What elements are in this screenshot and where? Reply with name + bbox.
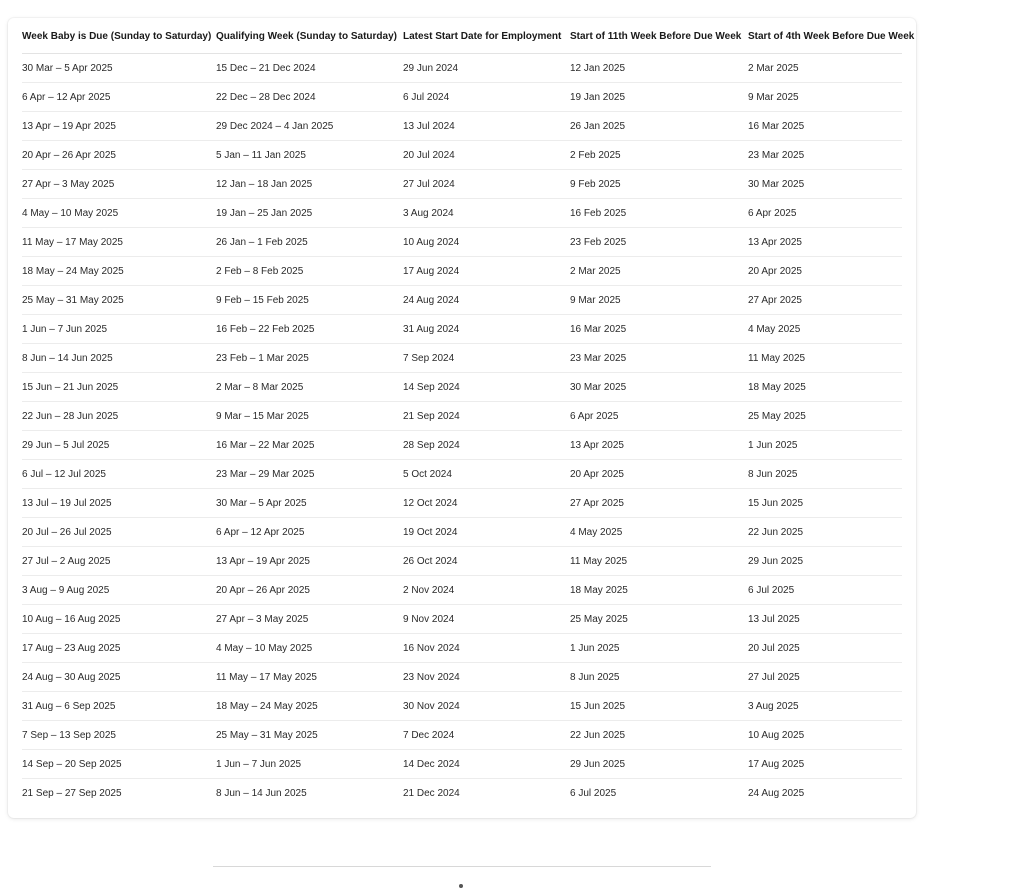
week-4-start-cell: 25 May 2025 <box>748 402 902 431</box>
qualifying-week-cell: 16 Mar – 22 Mar 2025 <box>216 431 403 460</box>
due-week-cell: 25 May – 31 May 2025 <box>22 286 216 315</box>
column-header-qualifying-week: Qualifying Week (Sunday to Saturday) <box>216 18 403 54</box>
qualifying-week-cell: 27 Apr – 3 May 2025 <box>216 605 403 634</box>
table-row <box>22 373 902 402</box>
qualifying-week-cell: 26 Jan – 1 Feb 2025 <box>216 228 403 257</box>
week-11-start-cell: 8 Jun 2025 <box>570 663 748 692</box>
table-row <box>22 518 902 547</box>
due-week-cell: 24 Aug – 30 Aug 2025 <box>22 663 216 692</box>
week-4-start-cell: 16 Mar 2025 <box>748 112 902 141</box>
due-week-cell: 3 Aug – 9 Aug 2025 <box>22 576 216 605</box>
week-4-start-cell: 10 Aug 2025 <box>748 721 902 750</box>
due-week-cell: 6 Apr – 12 Apr 2025 <box>22 83 216 112</box>
latest-start-date-cell: 17 Aug 2024 <box>403 257 570 286</box>
week-4-start-cell: 13 Apr 2025 <box>748 228 902 257</box>
week-11-start-cell: 9 Feb 2025 <box>570 170 748 199</box>
scroll-indicator <box>459 884 463 888</box>
latest-start-date-cell: 12 Oct 2024 <box>403 489 570 518</box>
table-row <box>22 489 902 518</box>
week-4-start-cell: 27 Jul 2025 <box>748 663 902 692</box>
latest-start-date-cell: 7 Sep 2024 <box>403 344 570 373</box>
qualifying-week-cell: 12 Jan – 18 Jan 2025 <box>216 170 403 199</box>
latest-start-date-cell: 23 Nov 2024 <box>403 663 570 692</box>
qualifying-week-cell: 30 Mar – 5 Apr 2025 <box>216 489 403 518</box>
due-week-cell: 31 Aug – 6 Sep 2025 <box>22 692 216 721</box>
qualifying-week-cell: 18 May – 24 May 2025 <box>216 692 403 721</box>
week-11-start-cell: 13 Apr 2025 <box>570 431 748 460</box>
table-row <box>22 83 902 112</box>
due-week-cell: 13 Jul – 19 Jul 2025 <box>22 489 216 518</box>
table-row <box>22 547 902 576</box>
week-4-start-cell: 18 May 2025 <box>748 373 902 402</box>
due-week-cell: 30 Mar – 5 Apr 2025 <box>22 54 216 83</box>
qualifying-week-cell: 2 Mar – 8 Mar 2025 <box>216 373 403 402</box>
table-row <box>22 112 902 141</box>
due-week-cell: 22 Jun – 28 Jun 2025 <box>22 402 216 431</box>
latest-start-date-cell: 24 Aug 2024 <box>403 286 570 315</box>
table-row <box>22 576 902 605</box>
week-11-start-cell: 26 Jan 2025 <box>570 112 748 141</box>
table-row <box>22 141 902 170</box>
week-4-start-cell: 3 Aug 2025 <box>748 692 902 721</box>
due-week-cell: 27 Jul – 2 Aug 2025 <box>22 547 216 576</box>
column-header-4th-week-start: Start of 4th Week Before Due Week <box>748 18 902 54</box>
latest-start-date-cell: 26 Oct 2024 <box>403 547 570 576</box>
qualifying-week-cell: 13 Apr – 19 Apr 2025 <box>216 547 403 576</box>
section-divider <box>213 866 711 867</box>
week-4-start-cell: 6 Jul 2025 <box>748 576 902 605</box>
latest-start-date-cell: 28 Sep 2024 <box>403 431 570 460</box>
week-11-start-cell: 9 Mar 2025 <box>570 286 748 315</box>
qualifying-week-cell: 9 Feb – 15 Feb 2025 <box>216 286 403 315</box>
latest-start-date-cell: 21 Dec 2024 <box>403 787 460 799</box>
latest-start-date-cell: 5 Oct 2024 <box>403 460 570 489</box>
week-4-start-cell: 6 Apr 2025 <box>748 199 902 228</box>
week-4-start-cell: 17 Aug 2025 <box>748 750 902 779</box>
due-week-cell: 17 Aug – 23 Aug 2025 <box>22 634 216 663</box>
latest-start-date-cell: 2 Nov 2024 <box>403 576 570 605</box>
table-row <box>22 344 902 373</box>
latest-start-date-cell: 14 Sep 2024 <box>403 373 570 402</box>
due-week-cell: 4 May – 10 May 2025 <box>22 199 216 228</box>
week-4-start-cell: 8 Jun 2025 <box>748 460 902 489</box>
latest-start-date-cell: 7 Dec 2024 <box>403 721 570 750</box>
latest-start-date-cell: 13 Jul 2024 <box>403 112 570 141</box>
week-4-start-cell: 30 Mar 2025 <box>748 170 902 199</box>
week-4-start-cell: 20 Apr 2025 <box>748 257 902 286</box>
qualifying-week-cell: 9 Mar – 15 Mar 2025 <box>216 402 403 431</box>
latest-start-date-cell: 27 Jul 2024 <box>403 170 570 199</box>
column-header-due-week: Week Baby is Due (Sunday to Saturday) <box>22 18 216 54</box>
week-11-start-cell: 1 Jun 2025 <box>570 634 748 663</box>
latest-start-date-cell: 20 Jul 2024 <box>403 141 570 170</box>
week-11-start-cell: 16 Feb 2025 <box>570 199 748 228</box>
table-row <box>22 779 902 808</box>
qualifying-week-cell: 11 May – 17 May 2025 <box>216 663 403 692</box>
qualifying-week-cell: 4 May – 10 May 2025 <box>216 634 403 663</box>
week-11-start-cell: 22 Jun 2025 <box>570 721 748 750</box>
latest-start-date-cell: 30 Nov 2024 <box>403 692 570 721</box>
week-11-start-cell: 11 May 2025 <box>570 547 748 576</box>
table-row <box>22 692 902 721</box>
week-4-start-cell: 27 Apr 2025 <box>748 286 902 315</box>
due-week-cell: 10 Aug – 16 Aug 2025 <box>22 605 216 634</box>
week-11-start-cell: 6 Apr 2025 <box>570 402 748 431</box>
qualifying-week-cell: 1 Jun – 7 Jun 2025 <box>216 750 403 779</box>
latest-start-date-cell: 14 Dec 2024 <box>403 750 570 779</box>
table-row <box>22 605 902 634</box>
due-week-cell: 8 Jun – 14 Jun 2025 <box>22 344 216 373</box>
qualifying-week-cell: 29 Dec 2024 – 4 Jan 2025 <box>216 112 403 141</box>
column-header-11th-week-start: Start of 11th Week Before Due Week <box>570 18 748 54</box>
week-11-start-cell: 25 May 2025 <box>570 605 748 634</box>
table-row <box>22 54 902 83</box>
qualifying-week-cell: 5 Jan – 11 Jan 2025 <box>216 141 403 170</box>
table-body <box>22 54 902 808</box>
week-4-start-cell: 24 Aug 2025 <box>748 787 805 799</box>
qualifying-week-cell: 20 Apr – 26 Apr 2025 <box>216 576 403 605</box>
qualifying-week-cell: 23 Mar – 29 Mar 2025 <box>216 460 403 489</box>
latest-start-date-cell: 3 Aug 2024 <box>403 199 570 228</box>
due-week-cell: 29 Jun – 5 Jul 2025 <box>22 431 216 460</box>
qualifying-week-cell: 8 Jun – 14 Jun 2025 <box>216 787 307 799</box>
week-4-start-cell: 1 Jun 2025 <box>748 431 902 460</box>
week-11-start-cell: 30 Mar 2025 <box>570 373 748 402</box>
table-header-row <box>22 18 902 54</box>
table-card <box>8 18 916 818</box>
due-week-cell: 27 Apr – 3 May 2025 <box>22 170 216 199</box>
maternity-dates-table <box>22 18 915 807</box>
qualifying-week-cell: 6 Apr – 12 Apr 2025 <box>216 518 403 547</box>
table-row <box>22 170 902 199</box>
latest-start-date-cell: 16 Nov 2024 <box>403 634 570 663</box>
table-row <box>22 228 902 257</box>
week-11-start-cell: 20 Apr 2025 <box>570 460 748 489</box>
qualifying-week-cell: 2 Feb – 8 Feb 2025 <box>216 257 403 286</box>
week-11-start-cell: 27 Apr 2025 <box>570 489 748 518</box>
qualifying-week-cell: 25 May – 31 May 2025 <box>216 721 403 750</box>
latest-start-date-cell: 29 Jun 2024 <box>403 54 570 83</box>
latest-start-date-cell: 9 Nov 2024 <box>403 605 570 634</box>
table-row <box>22 431 902 460</box>
week-11-start-cell: 2 Mar 2025 <box>570 257 748 286</box>
week-4-start-cell: 29 Jun 2025 <box>748 547 902 576</box>
qualifying-week-cell: 23 Feb – 1 Mar 2025 <box>216 344 403 373</box>
week-11-start-cell: 29 Jun 2025 <box>570 750 748 779</box>
table-row <box>22 402 902 431</box>
table-row <box>22 663 902 692</box>
column-header-latest-start-date: Latest Start Date for Employment <box>403 18 570 54</box>
qualifying-week-cell: 19 Jan – 25 Jan 2025 <box>216 199 403 228</box>
week-4-start-cell: 9 Mar 2025 <box>748 83 902 112</box>
due-week-cell: 1 Jun – 7 Jun 2025 <box>22 315 216 344</box>
week-11-start-cell: 19 Jan 2025 <box>570 83 748 112</box>
due-week-cell: 13 Apr – 19 Apr 2025 <box>22 112 216 141</box>
latest-start-date-cell: 10 Aug 2024 <box>403 228 570 257</box>
week-11-start-cell: 6 Jul 2025 <box>570 787 617 799</box>
week-4-start-cell: 13 Jul 2025 <box>748 605 902 634</box>
week-4-start-cell: 2 Mar 2025 <box>748 54 902 83</box>
table-row <box>22 750 902 779</box>
qualifying-week-cell: 15 Dec – 21 Dec 2024 <box>216 54 403 83</box>
table-row <box>22 634 902 663</box>
week-11-start-cell: 18 May 2025 <box>570 576 748 605</box>
due-week-cell: 11 May – 17 May 2025 <box>22 228 216 257</box>
week-4-start-cell: 20 Jul 2025 <box>748 634 902 663</box>
latest-start-date-cell: 21 Sep 2024 <box>403 402 570 431</box>
due-week-cell: 20 Apr – 26 Apr 2025 <box>22 141 216 170</box>
table-row <box>22 460 902 489</box>
week-11-start-cell: 23 Mar 2025 <box>570 344 748 373</box>
week-4-start-cell: 15 Jun 2025 <box>748 489 902 518</box>
due-week-cell: 14 Sep – 20 Sep 2025 <box>22 750 216 779</box>
week-4-start-cell: 23 Mar 2025 <box>748 141 902 170</box>
table-row <box>22 199 902 228</box>
qualifying-week-cell: 22 Dec – 28 Dec 2024 <box>216 83 403 112</box>
week-11-start-cell: 12 Jan 2025 <box>570 54 748 83</box>
due-week-cell: 18 May – 24 May 2025 <box>22 257 216 286</box>
latest-start-date-cell: 31 Aug 2024 <box>403 315 570 344</box>
due-week-cell: 6 Jul – 12 Jul 2025 <box>22 460 216 489</box>
week-11-start-cell: 4 May 2025 <box>570 518 748 547</box>
table-row <box>22 257 902 286</box>
due-week-cell: 7 Sep – 13 Sep 2025 <box>22 721 216 750</box>
qualifying-week-cell: 16 Feb – 22 Feb 2025 <box>216 315 403 344</box>
week-4-start-cell: 22 Jun 2025 <box>748 518 902 547</box>
table-row <box>22 315 902 344</box>
week-11-start-cell: 15 Jun 2025 <box>570 692 748 721</box>
week-11-start-cell: 16 Mar 2025 <box>570 315 748 344</box>
week-11-start-cell: 2 Feb 2025 <box>570 141 748 170</box>
due-week-cell: 15 Jun – 21 Jun 2025 <box>22 373 216 402</box>
table-row <box>22 721 902 750</box>
due-week-cell: 21 Sep – 27 Sep 2025 <box>22 787 122 799</box>
latest-start-date-cell: 6 Jul 2024 <box>403 83 570 112</box>
latest-start-date-cell: 19 Oct 2024 <box>403 518 570 547</box>
week-4-start-cell: 4 May 2025 <box>748 315 902 344</box>
week-11-start-cell: 23 Feb 2025 <box>570 228 748 257</box>
week-4-start-cell: 11 May 2025 <box>748 344 902 373</box>
due-week-cell: 20 Jul – 26 Jul 2025 <box>22 518 216 547</box>
table-row <box>22 286 902 315</box>
